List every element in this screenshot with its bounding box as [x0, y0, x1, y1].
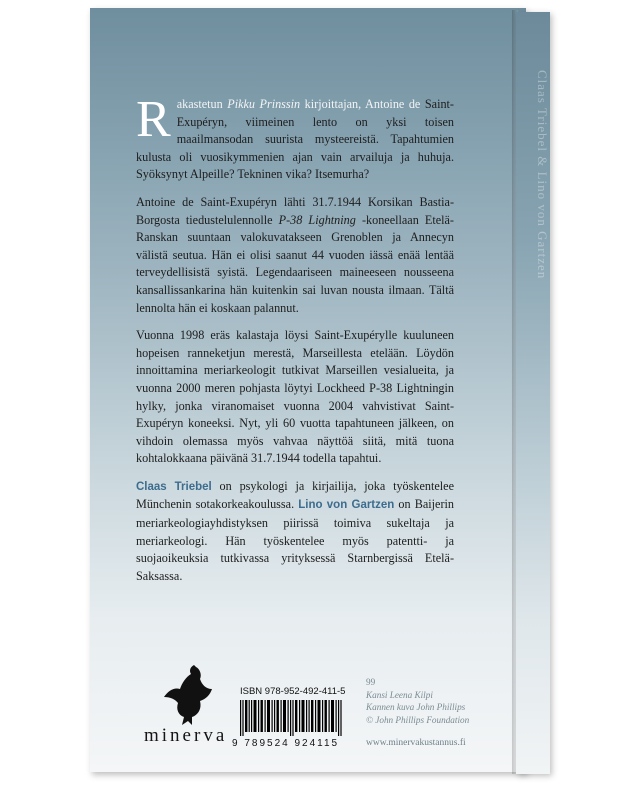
flight-pre: Antoine de Saint-Exupéryn lähti 31.7.1944 Korsikan Bastia-Borgosta tiedustelulennolle: [136, 194, 454, 227]
author-name-2: Lino von Gartzen: [298, 499, 395, 512]
intro-rest: Saint- Exupéryn, viimeinen lento on yksi toisen maailmansodan suurista mysteereistä. Tapahtumien kulusta oli vuosikymmenien ajan vain arvailuja ja huhuja. Syöksynyt Alpeille? Tekninen vika? Itsemurha?: [136, 97, 454, 182]
barcode-digits: 9 789524 924115: [232, 738, 340, 749]
author-bio-1: on psykologi ja kirjailija, joka työskentelee Münchenin sotakorkeakoulussa.: [136, 478, 454, 512]
author-name-1: Claas Triebel: [136, 480, 212, 493]
flight-post: -koneellaan Etelä-Ranskan suuntaan valokuvatakseen Grenoblen ja Annecyn välistä seutua. Hän ei olisi saanut 44 vuoden iässä enää lentää terveydellisistä syistä. Legendaariseen maineeseen nousseena kansallissankarina hän kuitenkin sai luvan nousta ilmaan. Tältä lennolta hän ei koskaan palannut.: [136, 212, 454, 315]
spine-title: Claas Triebel & Lino von Gartzen: [535, 70, 550, 280]
publisher-website: www.minervakustannus.fi: [366, 738, 466, 748]
blurb-text: [136, 91, 454, 595]
author-bio-2: on Baijerin meriarkeologiayhdistyksen piirissä toimiva sukeltaja ja meriarkeologi. Hän työskentelee myös patentti- ja suojaoikeuksia tutkivassa yrityksessä Starnbergissä Etelä-Saksassa.: [136, 497, 454, 583]
isbn-number: ISBN 978-952-492-411-5: [240, 686, 346, 697]
paragraph-flight: [136, 194, 454, 317]
drop-cap: R: [136, 91, 171, 148]
publisher-logo-text: minerva: [144, 725, 228, 746]
credits-cover-photo: Kannen kuva John Phillips: [366, 702, 466, 712]
cover-credits: [366, 676, 469, 726]
paragraph-discovery: Vuonna 1998 eräs kalastaja löysi Saint-Exupérylle kuuluneen hopeisen ranneketjun merestä, Marseillesta etelään. Löydön innoittamina meriarkeologit tutkivat Marseillen vesialueita, ja vuonna 2000 meren pohjasta löytyi Lockheed P-38 Lightningin hylky, jonka viranomaiset vuonna 2004 vahvistivat Saint-Exupéryn koneeksi. Nyt, yli 60 vuotta tapahtuneen jälkeen, on vihdoin olemassa myös vahvaa näyttöä siitä, mitä tuona kohtalokkaana päivänä 31.7.1944 todella tapahtui.: [136, 328, 454, 466]
intro-lead: [177, 97, 421, 111]
barcode: [240, 700, 344, 736]
credits-copyright: © John Phillips Foundation: [366, 714, 470, 725]
credits-number: 99: [366, 677, 376, 687]
book-title-italic: Pikku Prinssin: [227, 97, 301, 111]
intro-lead-post: kirjoittajan, Antoine de: [300, 97, 421, 111]
intro-lead-pre: akastetun: [176, 97, 228, 111]
plane-name-italic: P-38 Lightning: [278, 212, 356, 227]
credits-cover-design: Kansi Leena Kilpi: [366, 689, 433, 700]
paragraph-authors: [136, 478, 454, 586]
paragraph-intro: [136, 91, 454, 184]
